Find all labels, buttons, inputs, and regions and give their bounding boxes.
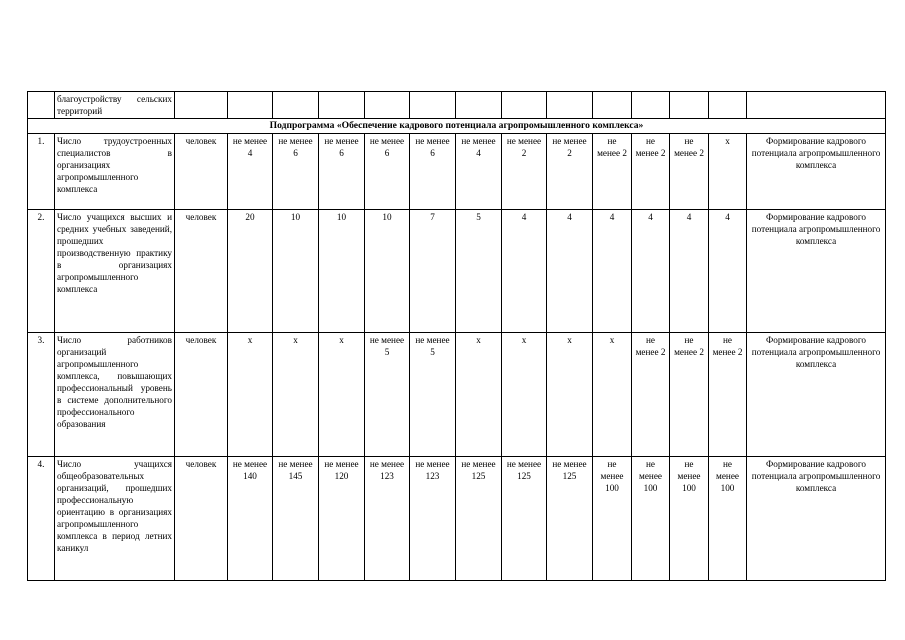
value-cell: не менее 2 <box>547 134 593 210</box>
value-cell: 10 <box>319 210 365 333</box>
value-cell: 4 <box>709 210 747 333</box>
unit-cell: человек <box>175 333 228 457</box>
value-cell: не менее 125 <box>547 457 593 581</box>
value-cell: 7 <box>410 210 456 333</box>
result-cell: Формирование кадрового потенциала агропромышленного комплекса <box>747 134 886 210</box>
row-number: 3. <box>28 333 55 457</box>
indicator-name: благоустройству сельских территорий <box>55 92 175 119</box>
value-cell: х <box>273 333 319 457</box>
unit-cell: человек <box>175 210 228 333</box>
value-cell: не менее 4 <box>456 134 502 210</box>
value-cell: х <box>456 333 502 457</box>
row-number: 1. <box>28 134 55 210</box>
value-cell: 20 <box>228 210 273 333</box>
subprogram-row <box>28 119 886 134</box>
value-cell: х <box>593 333 632 457</box>
value-cell: 10 <box>365 210 410 333</box>
value-cell: х <box>228 333 273 457</box>
value-cell: не менее 5 <box>410 333 456 457</box>
row-number: 2. <box>28 210 55 333</box>
value-cell: не менее 125 <box>502 457 547 581</box>
unit-cell: человек <box>175 134 228 210</box>
value-cell: не менее 100 <box>709 457 747 581</box>
table-row <box>28 333 886 457</box>
result-cell: Формирование кадрового потенциала агропромышленного комплекса <box>747 333 886 457</box>
value-cell: не менее 5 <box>365 333 410 457</box>
value-cell: не менее 120 <box>319 457 365 581</box>
indicator-name: Число учащихся общеобразовательных организаций, прошедших профессиональную ориентацию в организациях агропромышленного комплекса в период летних каникул <box>55 457 175 581</box>
result-cell: Формирование кадрового потенциала агропромышленного комплекса <box>747 457 886 581</box>
continuation-row <box>28 92 886 119</box>
value-cell: не менее 2 <box>593 134 632 210</box>
value-cell: х <box>547 333 593 457</box>
value-cell: не менее 145 <box>273 457 319 581</box>
value-cell: не менее 6 <box>410 134 456 210</box>
value-cell: не менее 100 <box>632 457 670 581</box>
value-cell: не менее 2 <box>632 333 670 457</box>
row-number: 4. <box>28 457 55 581</box>
value-cell: не менее 2 <box>502 134 547 210</box>
value-cell: 4 <box>632 210 670 333</box>
table-row <box>28 457 886 581</box>
value-cell: 4 <box>502 210 547 333</box>
value-cell: не менее 140 <box>228 457 273 581</box>
value-cell: х <box>709 134 747 210</box>
value-cell: не менее 6 <box>365 134 410 210</box>
table-row <box>28 134 886 210</box>
indicator-name: Число трудоустроенных специалистов в организациях агропромышленного комплекса <box>55 134 175 210</box>
subprogram-title: Подпрограмма «Обеспечение кадрового потенциала агропромышленного комплекса» <box>28 119 886 134</box>
result-cell: Формирование кадрового потенциала агропромышленного комплекса <box>747 210 886 333</box>
value-cell: не менее 125 <box>456 457 502 581</box>
value-cell: не менее 6 <box>273 134 319 210</box>
value-cell: 5 <box>456 210 502 333</box>
value-cell: х <box>502 333 547 457</box>
value-cell: не менее 2 <box>670 333 709 457</box>
value-cell: 10 <box>273 210 319 333</box>
table-row <box>28 210 886 333</box>
indicator-name: Число работников организаций агропромышленного комплекса, повышающих профессиональный уровень в системе дополнительного профессионального образования <box>55 333 175 457</box>
value-cell: не менее 6 <box>319 134 365 210</box>
value-cell: 4 <box>670 210 709 333</box>
value-cell: 4 <box>547 210 593 333</box>
indicator-name: Число учащихся высших и средних учебных заведений, прошедших производственную практику в организациях агропромышленного комплекса <box>55 210 175 333</box>
value-cell: не менее 100 <box>670 457 709 581</box>
value-cell: 4 <box>593 210 632 333</box>
value-cell: не менее 2 <box>709 333 747 457</box>
value-cell: не менее 4 <box>228 134 273 210</box>
value-cell: не менее 100 <box>593 457 632 581</box>
unit-cell: человек <box>175 457 228 581</box>
value-cell: не менее 123 <box>365 457 410 581</box>
value-cell: не менее 2 <box>632 134 670 210</box>
row-number <box>28 92 55 119</box>
value-cell: не менее 123 <box>410 457 456 581</box>
indicators-table <box>27 91 886 581</box>
value-cell: х <box>319 333 365 457</box>
value-cell: не менее 2 <box>670 134 709 210</box>
